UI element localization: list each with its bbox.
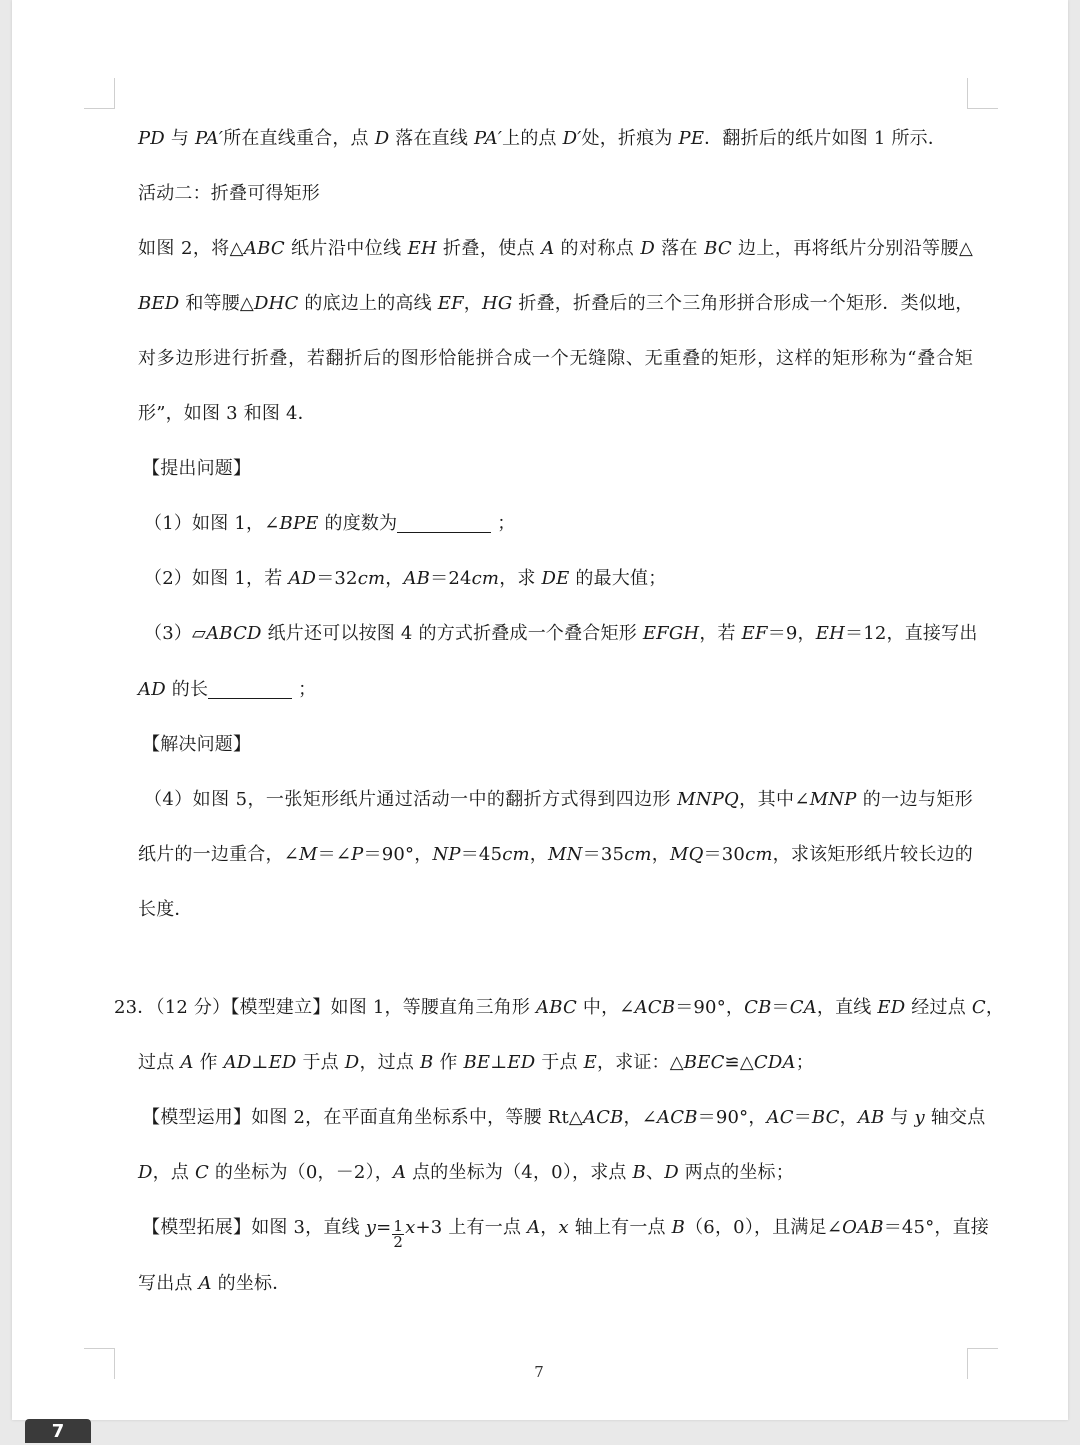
text-line-fig2-a: 如图 2，将△ABC 纸片沿中位线 EH 折叠，使点 A 的对称点 D 落在 BC 边上，再将纸片分别沿等腰△: [138, 238, 973, 259]
fraction-one-half: $\frac{1}{2}$: [393, 1217, 404, 1251]
page-number: 7: [534, 1363, 544, 1381]
question-3-line-2: AD 的长 ；: [138, 679, 317, 700]
text-line-fig2-c: 对多边形进行折叠，若翻折后的图形恰能拼合成一个无缝隙、无重叠的矩形，这样的矩形称为“叠合矩: [138, 348, 973, 369]
question-2: （2）如图 1，若 AD＝32cm，AB＝24cm，求 DE 的最大值；: [144, 568, 667, 589]
question-23-line-3: 【模型运用】如图 2，在平面直角坐标系中，等腰 Rt△ACB，∠ACB＝90°，AC＝BC，AB 与 y 轴交点: [142, 1107, 986, 1128]
solve-problems-heading: 【解决问题】: [142, 734, 252, 755]
question-4-line-3: 长度．: [138, 899, 193, 920]
question-1: （1）如图 1，∠BPE 的度数为 ；: [144, 513, 516, 534]
question-4-line-1: （4）如图 5，一张矩形纸片通过活动一中的翻折方式得到四边形 MNPQ，其中∠MNP 的一边与矩形: [144, 789, 973, 810]
page-indicator-tab[interactable]: 7: [25, 1419, 91, 1443]
answer-blank-3[interactable]: [208, 678, 292, 699]
crop-mark-bottom-left: [84, 1348, 115, 1379]
answer-blank-1[interactable]: [397, 512, 491, 533]
activity-two-heading: 活动二：折叠可得矩形: [138, 183, 320, 204]
question-23-line-2: 过点 A 作 AD⊥ED 于点 D，过点 B 作 BE⊥ED 于点 E，求证：△BEC≌△CDA；: [138, 1052, 814, 1073]
crop-mark-top-right: [967, 78, 998, 109]
text-line-fig2-b: BED 和等腰△DHC 的底边上的高线 EF，HG 折叠，折叠后的三个三角形拼合形成一个矩形．类似地，: [138, 293, 974, 314]
question-4-line-2: 纸片的一边重合，∠M＝∠P＝90°，NP＝45cm，MN＝35cm，MQ＝30cm，求该矩形纸片较长边的: [138, 844, 973, 865]
question-23-line-6: 写出点 A 的坐标．: [138, 1273, 291, 1294]
question-3-line-1: （3）▱ABCD 纸片还可以按图 4 的方式折叠成一个叠合矩形 EFGH，若 EF＝9，EH＝12，直接写出: [144, 623, 978, 644]
question-23-line-4: D，点 C 的坐标为（0，－2），A 点的坐标为（4，0），求点 B、D 两点的坐标；: [138, 1162, 794, 1183]
question-23-line-1: 23．（12 分）【模型建立】如图 1，等腰直角三角形 ABC 中，∠ACB＝90°，CB＝CA，直线 ED 经过点 C，: [114, 997, 1005, 1018]
document-page: [12, 0, 1068, 1420]
crop-mark-bottom-right: [967, 1348, 998, 1379]
ask-questions-heading: 【提出问题】: [142, 458, 252, 479]
text-line-fig2-d: 形”，如图 3 和图 4．: [138, 403, 316, 424]
crop-mark-top-left: [84, 78, 115, 109]
question-23-line-5: 【模型拓展】如图 3，直线 y= $\frac{1}{2}$ x+3 上有一点 A，x 轴上有一点 B（6，0），且满足∠OAB＝45°，直接: [142, 1217, 990, 1251]
text-line-activity-one-end: PD 与 PA′所在直线重合，点 D 落在直线 PA′上的点 D′处，折痕为 PE．翻折后的纸片如图 1 所示．: [138, 128, 947, 149]
